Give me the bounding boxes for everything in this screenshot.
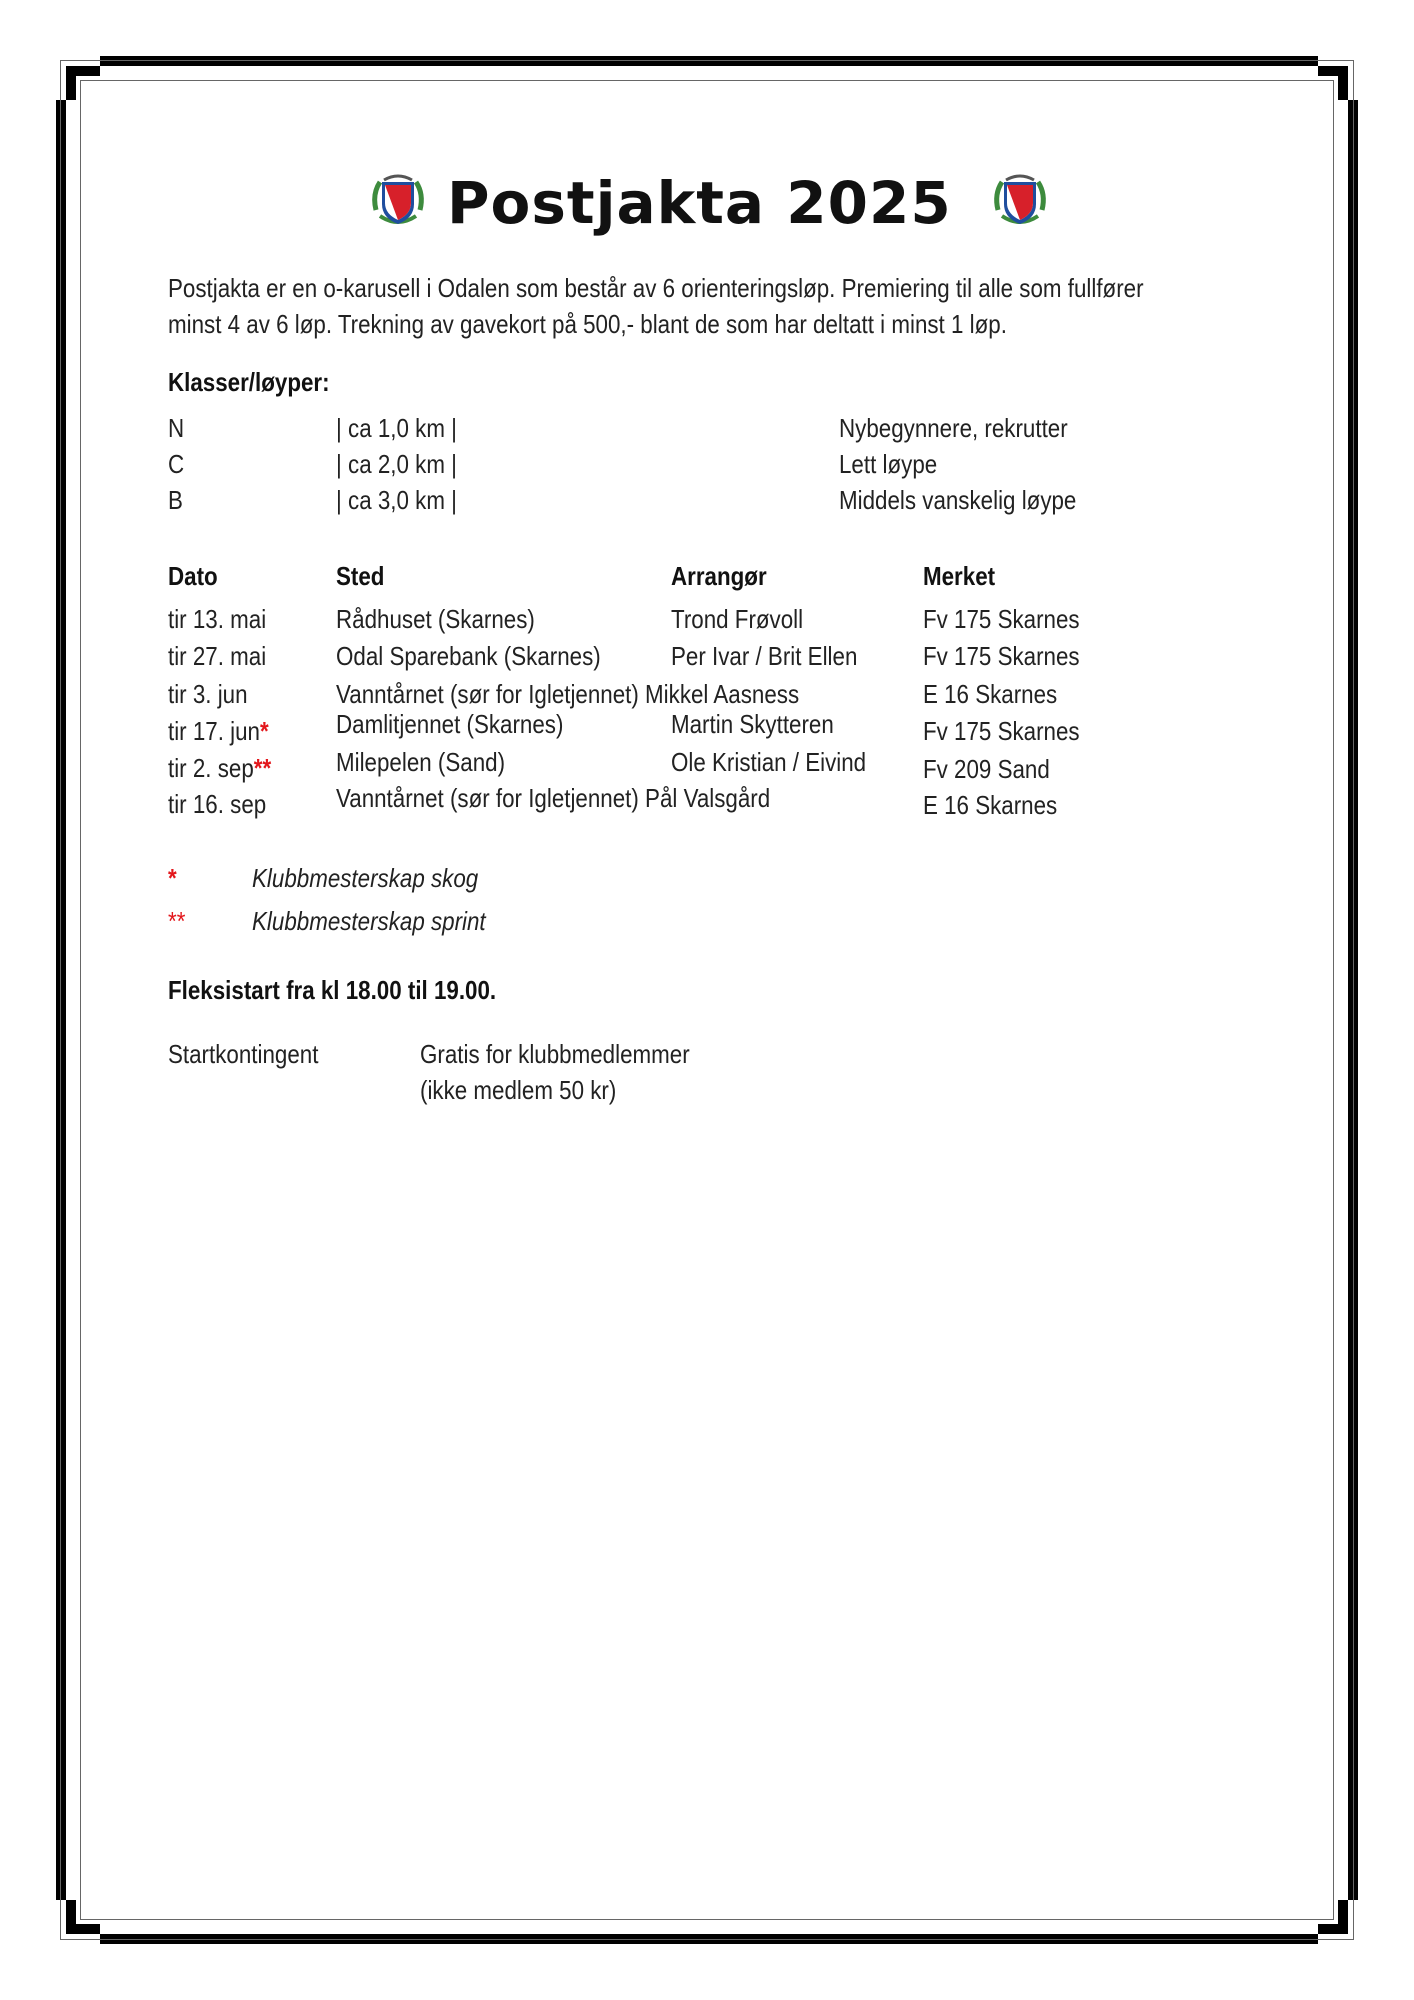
- header-organizer: Arrangør: [671, 561, 767, 591]
- class-distance: | ca 2,0 km |: [336, 449, 457, 479]
- row-date: tir 3. jun: [168, 679, 248, 709]
- row-organizer: Per Ivar / Brit Ellen: [671, 641, 858, 671]
- class-description: Lett løype: [839, 449, 938, 479]
- row-place: Vanntårnet (sør for Igletjennet) Pål Valsgård: [336, 783, 771, 813]
- row-date: tir 27. mai: [168, 641, 267, 671]
- row-place: Milepelen (Sand): [336, 747, 506, 777]
- row-date: tir 17. jun*: [168, 716, 269, 746]
- class-description: Nybegynnere, rekrutter: [839, 413, 1068, 443]
- page-title: Postjakta 2025: [447, 169, 952, 237]
- row-organizer: Trond Frøvoll: [671, 604, 804, 634]
- start-info: Fleksistart fra kl 18.00 til 19.00.: [168, 975, 497, 1005]
- row-place: Vanntårnet (sør for Igletjennet) Mikkel Aasness: [336, 679, 800, 709]
- row-place: Damlitjennet (Skarnes): [336, 709, 564, 739]
- row-marked: Fv 175 Skarnes: [923, 604, 1080, 634]
- row-date: tir 13. mai: [168, 604, 267, 634]
- club-logo-icon: [988, 166, 1052, 230]
- fee-line-2: (ikke medlem 50 kr): [420, 1075, 617, 1105]
- row-marked: Fv 175 Skarnes: [923, 641, 1080, 671]
- row-place: Odal Sparebank (Skarnes): [336, 641, 601, 671]
- row-marked: E 16 Skarnes: [923, 790, 1058, 820]
- class-code: N: [168, 413, 185, 443]
- row-organizer: Martin Skytteren: [671, 709, 834, 739]
- header-date: Dato: [168, 561, 218, 591]
- intro-line-1: Postjakta er en o-karusell i Odalen som består av 6 orienteringsløp. Premiering til alle som fullfører: [168, 273, 1144, 303]
- club-logo-icon: [366, 166, 430, 230]
- note-symbol: *: [168, 863, 177, 893]
- intro-line-2: minst 4 av 6 løp. Trekning av gavekort på 500,- blant de som har deltatt i minst 1 løp.: [168, 309, 1007, 339]
- classes-heading: Klasser/løyper:: [168, 367, 330, 397]
- class-distance: | ca 3,0 km |: [336, 485, 457, 515]
- row-marked: E 16 Skarnes: [923, 679, 1058, 709]
- note-symbol: **: [168, 906, 186, 936]
- row-date: tir 2. sep**: [168, 753, 272, 783]
- row-marked: Fv 209 Sand: [923, 754, 1050, 784]
- note-text: Klubbmesterskap skog: [252, 863, 479, 893]
- class-code: B: [168, 485, 183, 515]
- row-marked: Fv 175 Skarnes: [923, 716, 1080, 746]
- header-marked: Merket: [923, 561, 996, 591]
- note-text: Klubbmesterskap sprint: [252, 906, 486, 936]
- class-description: Middels vanskelig løype: [839, 485, 1077, 515]
- class-distance: | ca 1,0 km |: [336, 413, 457, 443]
- class-code: C: [168, 449, 185, 479]
- row-place: Rådhuset (Skarnes): [336, 604, 535, 634]
- title-row: [0, 166, 1414, 242]
- row-date: tir 16. sep: [168, 789, 267, 819]
- fee-line-1: Gratis for klubbmedlemmer: [420, 1039, 690, 1069]
- fee-label: Startkontingent: [168, 1039, 319, 1069]
- header-place: Sted: [336, 561, 385, 591]
- row-organizer: Ole Kristian / Eivind: [671, 747, 867, 777]
